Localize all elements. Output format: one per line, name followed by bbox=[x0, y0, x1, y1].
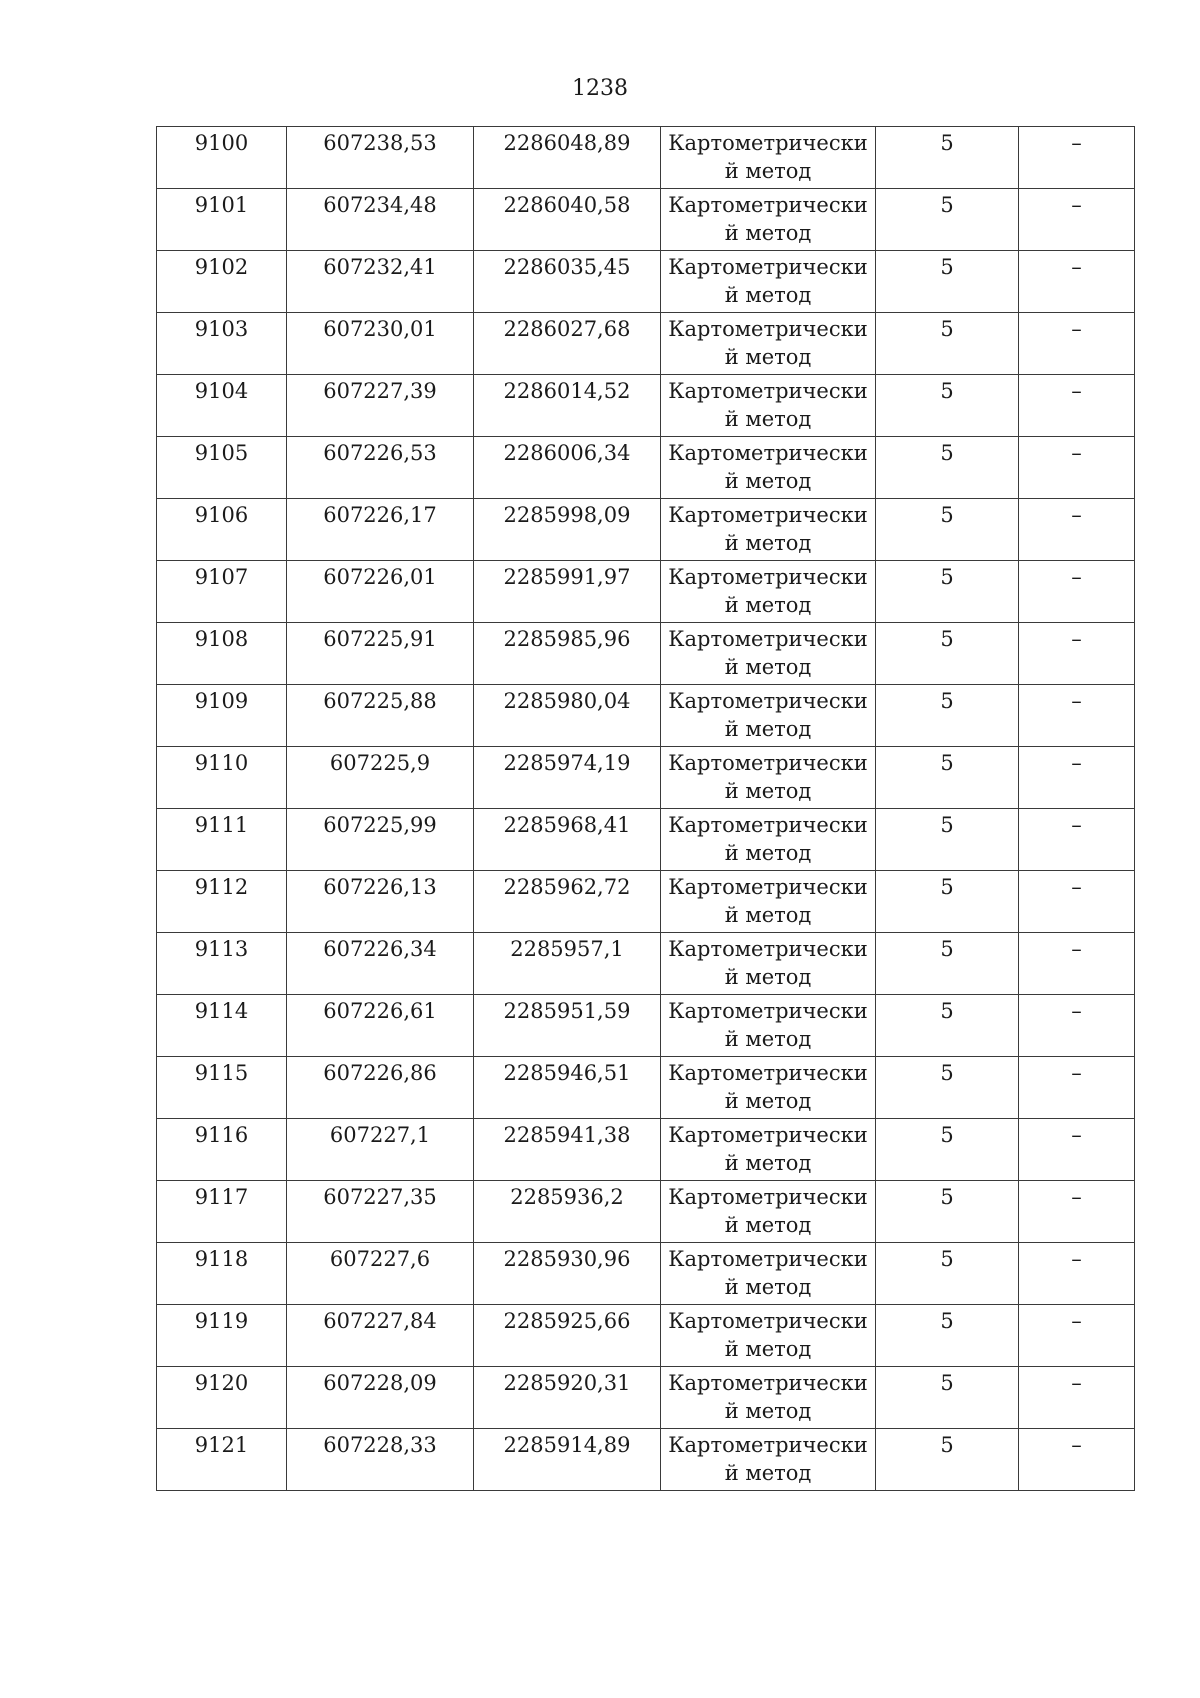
note-cell: – bbox=[1019, 685, 1135, 747]
y-coordinate-cell: 2286035,45 bbox=[474, 251, 661, 313]
accuracy-cell: 5 bbox=[876, 871, 1019, 933]
method-cell: Картометрически й метод bbox=[661, 561, 876, 623]
method-cell: Картометрически й метод bbox=[661, 251, 876, 313]
y-coordinate-cell: 2285968,41 bbox=[474, 809, 661, 871]
table-row bbox=[157, 561, 1135, 623]
x-coordinate-cell: 607225,99 bbox=[287, 809, 474, 871]
table-row bbox=[157, 251, 1135, 313]
note-cell: – bbox=[1019, 313, 1135, 375]
table-row bbox=[157, 1181, 1135, 1243]
method-cell: Картометрически й метод bbox=[661, 1429, 876, 1491]
method-cell: Картометрически й метод bbox=[661, 437, 876, 499]
table-row bbox=[157, 809, 1135, 871]
accuracy-cell: 5 bbox=[876, 1243, 1019, 1305]
method-cell: Картометрически й метод bbox=[661, 747, 876, 809]
x-coordinate-cell: 607226,17 bbox=[287, 499, 474, 561]
accuracy-cell: 5 bbox=[876, 437, 1019, 499]
y-coordinate-cell: 2285941,38 bbox=[474, 1119, 661, 1181]
method-cell: Картометрически й метод bbox=[661, 995, 876, 1057]
y-coordinate-cell: 2286006,34 bbox=[474, 437, 661, 499]
table-row bbox=[157, 933, 1135, 995]
method-cell: Картометрически й метод bbox=[661, 1119, 876, 1181]
accuracy-cell: 5 bbox=[876, 1119, 1019, 1181]
accuracy-cell: 5 bbox=[876, 499, 1019, 561]
method-cell: Картометрически й метод bbox=[661, 375, 876, 437]
x-coordinate-cell: 607225,9 bbox=[287, 747, 474, 809]
note-cell: – bbox=[1019, 1429, 1135, 1491]
x-coordinate-cell: 607225,91 bbox=[287, 623, 474, 685]
accuracy-cell: 5 bbox=[876, 995, 1019, 1057]
note-cell: – bbox=[1019, 561, 1135, 623]
point-number-cell: 9102 bbox=[157, 251, 287, 313]
x-coordinate-cell: 607227,1 bbox=[287, 1119, 474, 1181]
y-coordinate-cell: 2285936,2 bbox=[474, 1181, 661, 1243]
table-row bbox=[157, 1367, 1135, 1429]
x-coordinate-cell: 607232,41 bbox=[287, 251, 474, 313]
table-row bbox=[157, 375, 1135, 437]
point-number-cell: 9121 bbox=[157, 1429, 287, 1491]
note-cell: – bbox=[1019, 1181, 1135, 1243]
method-cell: Картометрически й метод bbox=[661, 623, 876, 685]
note-cell: – bbox=[1019, 499, 1135, 561]
x-coordinate-cell: 607226,01 bbox=[287, 561, 474, 623]
accuracy-cell: 5 bbox=[876, 561, 1019, 623]
method-cell: Картометрически й метод bbox=[661, 1305, 876, 1367]
accuracy-cell: 5 bbox=[876, 1367, 1019, 1429]
point-number-cell: 9115 bbox=[157, 1057, 287, 1119]
note-cell: – bbox=[1019, 933, 1135, 995]
accuracy-cell: 5 bbox=[876, 747, 1019, 809]
table-row bbox=[157, 623, 1135, 685]
x-coordinate-cell: 607226,61 bbox=[287, 995, 474, 1057]
coordinates-table-body bbox=[157, 127, 1135, 1491]
y-coordinate-cell: 2285998,09 bbox=[474, 499, 661, 561]
accuracy-cell: 5 bbox=[876, 1057, 1019, 1119]
y-coordinate-cell: 2286040,58 bbox=[474, 189, 661, 251]
x-coordinate-cell: 607227,35 bbox=[287, 1181, 474, 1243]
x-coordinate-cell: 607226,34 bbox=[287, 933, 474, 995]
table-row bbox=[157, 1243, 1135, 1305]
method-cell: Картометрически й метод bbox=[661, 1243, 876, 1305]
y-coordinate-cell: 2285951,59 bbox=[474, 995, 661, 1057]
point-number-cell: 9109 bbox=[157, 685, 287, 747]
y-coordinate-cell: 2285920,31 bbox=[474, 1367, 661, 1429]
note-cell: – bbox=[1019, 1367, 1135, 1429]
x-coordinate-cell: 607228,09 bbox=[287, 1367, 474, 1429]
method-cell: Картометрически й метод bbox=[661, 685, 876, 747]
table-row bbox=[157, 685, 1135, 747]
point-number-cell: 9119 bbox=[157, 1305, 287, 1367]
point-number-cell: 9101 bbox=[157, 189, 287, 251]
point-number-cell: 9120 bbox=[157, 1367, 287, 1429]
point-number-cell: 9106 bbox=[157, 499, 287, 561]
accuracy-cell: 5 bbox=[876, 809, 1019, 871]
point-number-cell: 9112 bbox=[157, 871, 287, 933]
note-cell: – bbox=[1019, 437, 1135, 499]
table-row bbox=[157, 189, 1135, 251]
note-cell: – bbox=[1019, 747, 1135, 809]
note-cell: – bbox=[1019, 623, 1135, 685]
accuracy-cell: 5 bbox=[876, 313, 1019, 375]
accuracy-cell: 5 bbox=[876, 1429, 1019, 1491]
method-cell: Картометрически й метод bbox=[661, 933, 876, 995]
note-cell: – bbox=[1019, 1305, 1135, 1367]
table-row bbox=[157, 1305, 1135, 1367]
table-row bbox=[157, 313, 1135, 375]
note-cell: – bbox=[1019, 189, 1135, 251]
x-coordinate-cell: 607226,86 bbox=[287, 1057, 474, 1119]
note-cell: – bbox=[1019, 251, 1135, 313]
point-number-cell: 9110 bbox=[157, 747, 287, 809]
point-number-cell: 9105 bbox=[157, 437, 287, 499]
table-row bbox=[157, 995, 1135, 1057]
point-number-cell: 9116 bbox=[157, 1119, 287, 1181]
accuracy-cell: 5 bbox=[876, 251, 1019, 313]
table-row bbox=[157, 127, 1135, 189]
point-number-cell: 9118 bbox=[157, 1243, 287, 1305]
y-coordinate-cell: 2285985,96 bbox=[474, 623, 661, 685]
y-coordinate-cell: 2285957,1 bbox=[474, 933, 661, 995]
point-number-cell: 9103 bbox=[157, 313, 287, 375]
table-row bbox=[157, 1057, 1135, 1119]
note-cell: – bbox=[1019, 1119, 1135, 1181]
y-coordinate-cell: 2285962,72 bbox=[474, 871, 661, 933]
note-cell: – bbox=[1019, 1243, 1135, 1305]
accuracy-cell: 5 bbox=[876, 375, 1019, 437]
point-number-cell: 9114 bbox=[157, 995, 287, 1057]
method-cell: Картометрически й метод bbox=[661, 1367, 876, 1429]
note-cell: – bbox=[1019, 809, 1135, 871]
table-row bbox=[157, 499, 1135, 561]
y-coordinate-cell: 2285914,89 bbox=[474, 1429, 661, 1491]
x-coordinate-cell: 607227,6 bbox=[287, 1243, 474, 1305]
accuracy-cell: 5 bbox=[876, 127, 1019, 189]
table-row bbox=[157, 1119, 1135, 1181]
note-cell: – bbox=[1019, 1057, 1135, 1119]
accuracy-cell: 5 bbox=[876, 623, 1019, 685]
point-number-cell: 9108 bbox=[157, 623, 287, 685]
y-coordinate-cell: 2285991,97 bbox=[474, 561, 661, 623]
note-cell: – bbox=[1019, 995, 1135, 1057]
x-coordinate-cell: 607234,48 bbox=[287, 189, 474, 251]
method-cell: Картометрически й метод bbox=[661, 313, 876, 375]
method-cell: Картометрически й метод bbox=[661, 127, 876, 189]
method-cell: Картометрически й метод bbox=[661, 871, 876, 933]
point-number-cell: 9113 bbox=[157, 933, 287, 995]
table-row bbox=[157, 871, 1135, 933]
x-coordinate-cell: 607225,88 bbox=[287, 685, 474, 747]
x-coordinate-cell: 607226,53 bbox=[287, 437, 474, 499]
point-number-cell: 9111 bbox=[157, 809, 287, 871]
y-coordinate-cell: 2285974,19 bbox=[474, 747, 661, 809]
note-cell: – bbox=[1019, 375, 1135, 437]
x-coordinate-cell: 607230,01 bbox=[287, 313, 474, 375]
x-coordinate-cell: 607227,84 bbox=[287, 1305, 474, 1367]
x-coordinate-cell: 607226,13 bbox=[287, 871, 474, 933]
table-row bbox=[157, 1429, 1135, 1491]
method-cell: Картометрически й метод bbox=[661, 189, 876, 251]
y-coordinate-cell: 2285946,51 bbox=[474, 1057, 661, 1119]
method-cell: Картометрически й метод bbox=[661, 499, 876, 561]
method-cell: Картометрически й метод bbox=[661, 1057, 876, 1119]
y-coordinate-cell: 2285930,96 bbox=[474, 1243, 661, 1305]
table-row bbox=[157, 747, 1135, 809]
point-number-cell: 9117 bbox=[157, 1181, 287, 1243]
method-cell: Картометрически й метод bbox=[661, 1181, 876, 1243]
page-number: 1238 bbox=[572, 76, 628, 101]
x-coordinate-cell: 607238,53 bbox=[287, 127, 474, 189]
note-cell: – bbox=[1019, 871, 1135, 933]
accuracy-cell: 5 bbox=[876, 189, 1019, 251]
accuracy-cell: 5 bbox=[876, 1181, 1019, 1243]
x-coordinate-cell: 607228,33 bbox=[287, 1429, 474, 1491]
accuracy-cell: 5 bbox=[876, 933, 1019, 995]
y-coordinate-cell: 2286048,89 bbox=[474, 127, 661, 189]
point-number-cell: 9104 bbox=[157, 375, 287, 437]
accuracy-cell: 5 bbox=[876, 1305, 1019, 1367]
y-coordinate-cell: 2285925,66 bbox=[474, 1305, 661, 1367]
point-number-cell: 9100 bbox=[157, 127, 287, 189]
method-cell: Картометрически й метод bbox=[661, 809, 876, 871]
note-cell: – bbox=[1019, 127, 1135, 189]
x-coordinate-cell: 607227,39 bbox=[287, 375, 474, 437]
accuracy-cell: 5 bbox=[876, 685, 1019, 747]
y-coordinate-cell: 2286027,68 bbox=[474, 313, 661, 375]
y-coordinate-cell: 2286014,52 bbox=[474, 375, 661, 437]
y-coordinate-cell: 2285980,04 bbox=[474, 685, 661, 747]
table-row bbox=[157, 437, 1135, 499]
coordinates-table bbox=[156, 126, 1135, 1491]
point-number-cell: 9107 bbox=[157, 561, 287, 623]
